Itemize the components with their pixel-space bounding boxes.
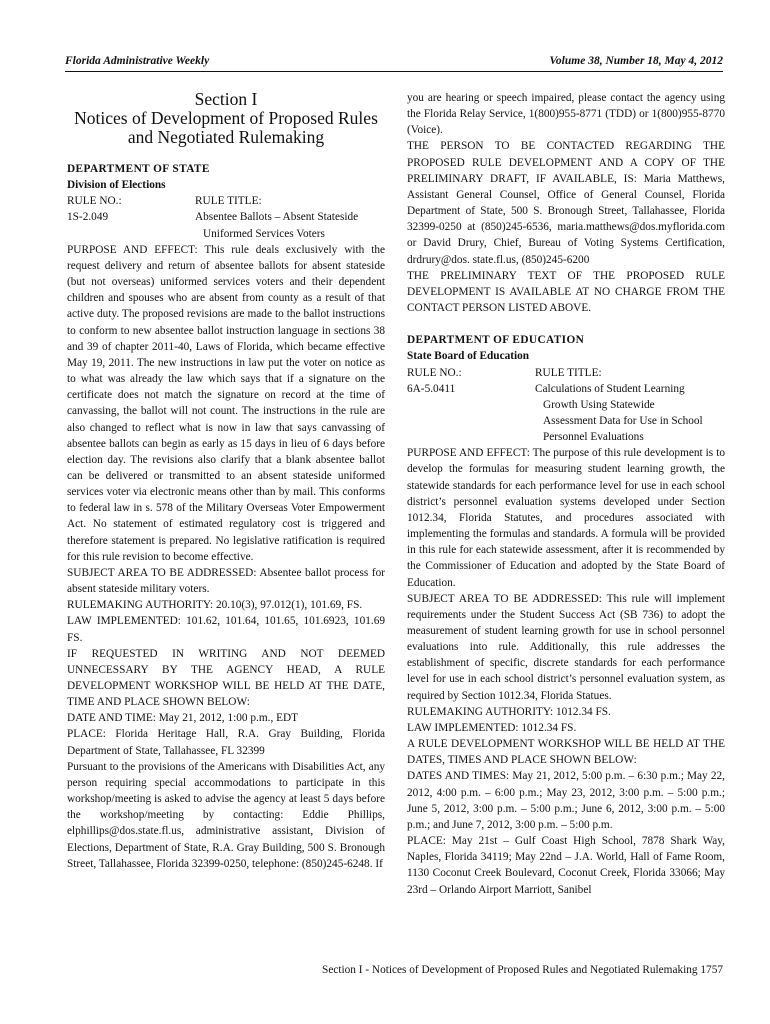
rule-title-2-line-2: Growth Using Statewide: [543, 398, 655, 411]
subject-paragraph-2: SUBJECT AREA TO BE ADDRESSED: This rule will implement requirements under the Student Success Act (SB 736) to adopt the measurement of student learning growth for use in school personnel evaluations into rule. Additionally, this rule addresses the establishment of specific, discrete standards for each performance level for use in each school district’s personnel evaluation system, as required by Section 1012.34, Florida Statues.: [407, 592, 725, 702]
division-heading-2: State Board of Education: [407, 350, 530, 363]
date-time-paragraph: DATE AND TIME: May 21, 2012, 1:00 p.m., EDT: [67, 712, 299, 725]
dates-times-paragraph-2: DATES AND TIMES: May 21, 2012, 5:00 p.m. – 6:30 p.m.; May 22, 2012, 4:00 p.m. – 6:00 p.m.; May 23, 2012, 3:00 p.m. – 5:00 p.m.; June 5, 2012, 3:00 p.m. – 5:00 p.m.; June 6, 2012, 3:00 p.m. – 5:00 p.m.; and June 7, 2012, 3:00 p.m. – 5:00 p.m.: [407, 770, 725, 831]
section-title-line-2: Notices of Development of Proposed Rules: [74, 108, 378, 128]
law-implemented-paragraph-2: LAW IMPLEMENTED: 1012.34 FS.: [407, 721, 577, 734]
rule-title-label: RULE TITLE:: [195, 195, 262, 208]
header-divider: [65, 71, 723, 72]
left-column: [67, 90, 385, 872]
department-heading: DEPARTMENT OF STATE: [67, 163, 210, 175]
department-heading-2: DEPARTMENT OF EDUCATION: [407, 334, 585, 347]
rule-title-2-line-4: Personnel Evaluations: [543, 431, 644, 444]
purpose-paragraph: PURPOSE AND EFFECT: This rule deals exclusively with the request delivery and return of absentee ballots for absent stateside (but not overseas) uniformed services voters and their dependent children and spouses who are absent from county as a result of that active duty. The proposed revisions are made to the ballot instructions to conform to new absentee ballot instruction language in sections 38 and 39 of chapter 2011-40, Laws of Florida, which became effective May 19, 2011. The new instructions in law put the voter on notice as to what was already the law which says that if a signature on the certificate does not match the signature on record at the time of canvassing, the ballot will not count. The instructions in the rule are also changed to reflect what is now in law that says canvassing of absentee ballots can begin as early as 15 days in lieu of 6 days before election day. The revisions also clarify that a blank absentee ballot can be delivered or transmitted to an absent stateside uniformed services voter via electronic means other than by mail. This conforms to federal law in s. 578 of the Military Overseas Voter Empowerment Act. No statement of estimated regulatory cost is triggered and therefore statement is prepared. No legislative ratification is required for this rule revision to become effective.: [67, 243, 385, 563]
rule-title-line-1: Absentee Ballots – Absent Stateside: [195, 211, 359, 224]
right-column: [407, 90, 725, 898]
rule-info: [67, 193, 385, 241]
rule-info-2: [407, 365, 725, 446]
workshop-paragraph-2: A RULE DEVELOPMENT WORKSHOP WILL BE HELD AT THE DATES, TIMES AND PLACE SHOWN BELOW:: [407, 738, 725, 767]
rule-title-2-line-3: Assessment Data for Use in School: [543, 414, 703, 427]
place-paragraph-2: PLACE: May 21st – Gulf Coast High School, 7878 Shark Way, Naples, Florida 34119; May 22nd – J.A. World, Hall of Fame Room, 1130 Coconut Creek Boulevard, Coconut Creek, Florida 33066; May 23rd – Orlando Airport Marriott, Sanibel: [407, 835, 725, 896]
page-footer: Section I - Notices of Development of Proposed Rules and Negotiated Rulemaking 1757: [322, 964, 723, 976]
authority-paragraph: RULEMAKING AUTHORITY: 20.10(3), 97.012(1), 101.69, FS.: [67, 599, 363, 612]
law-implemented-paragraph: LAW IMPLEMENTED: 101.62, 101.64, 101.65, 101.6923, 101.69 FS.: [67, 615, 385, 644]
place-paragraph: PLACE: Florida Heritage Hall, R.A. Gray Building, Florida Department of State, Tallahassee, FL 32399: [67, 728, 385, 757]
journal-title: Florida Administrative Weekly: [65, 55, 210, 67]
ada-paragraph: Pursuant to the provisions of the Americans with Disabilities Act, any person requiring special accommodations to participate in this workshop/meeting is asked to advise the agency at least 5 days before the workshop/meeting by contacting: Eddie Phillips, elphillips@dos.state.fl.us, administrative assistant, Division of Elections, Department of State, R.A. Gray Building, 500 S. Bronough Street, Tallahassee, Florida 32399-0250, telephone: (850)245-6248. If: [67, 760, 385, 870]
rule-no-label: RULE NO.:: [67, 195, 122, 208]
workshop-paragraph: IF REQUESTED IN WRITING AND NOT DEEMED UNNECESSARY BY THE AGENCY HEAD, A RULE DEVELOPMENT WORKSHOP WILL BE HELD AT THE DATE, TIME AND PLACE SHOWN BELOW:: [67, 647, 385, 709]
contact-paragraph: THE PERSON TO BE CONTACTED REGARDING THE PROPOSED RULE DEVELOPMENT AND A COPY OF THE PRELIMINARY DRAFT, IF AVAILABLE, IS: Maria Matthews, Assistant General Counsel, Office of General Counsel, Florida Department of State, 500 S. Bronough Street, Tallahassee, Florida 32399-0250 at (850)245-6536, maria.matthews@dos.myflorida.com or David Drury, Chief, Bureau of Voting Systems Certification, drdrury@dos. state.fl.us, (850)245-6200: [407, 140, 725, 266]
section-title-line-3: and Negotiated Rulemaking: [127, 127, 325, 147]
purpose-paragraph-2: PURPOSE AND EFFECT: The purpose of this rule development is to develop the formulas for measuring student learning growth, the statewide standards for each performance level for use in each school district’s personnel evaluation systems developed under Section 1012.34, Florida Statutes, and procedures associated with implementing the formulas and standards. A formula will be provided in this rule for each statewide assessment, after it is recommended by the Commissioner of Education and adopted by the State Board of Education.: [407, 447, 725, 589]
section-title: [67, 90, 385, 147]
division-heading: Division of Elections: [67, 179, 166, 192]
rule-title-line-2: Uniformed Services Voters: [203, 227, 325, 240]
rule-title-label-2: RULE TITLE:: [535, 366, 602, 379]
authority-paragraph-2: RULEMAKING AUTHORITY: 1012.34 FS.: [407, 705, 611, 718]
running-header: [65, 55, 723, 71]
rule-number-2: 6A-5.0411: [407, 382, 456, 395]
subject-paragraph: SUBJECT AREA TO BE ADDRESSED: Absentee ballot process for absent stateside military voters.: [67, 566, 385, 596]
preliminary-text-paragraph: THE PRELIMINARY TEXT OF THE PROPOSED RULE DEVELOPMENT IS AVAILABLE AT NO CHARGE FROM THE CONTACT PERSON LISTED ABOVE.: [407, 269, 725, 315]
rule-number: 1S-2.049: [67, 211, 109, 224]
rule-no-label-2: RULE NO.:: [407, 366, 462, 379]
section-title-line-1: Section I: [194, 89, 258, 109]
issue-info: Volume 38, Number 18, May 4, 2012: [549, 55, 723, 67]
ada-paragraph-continued: you are hearing or speech impaired, please contact the agency using the Florida Relay Service, 1(800)955-8771 (TDD) or 1(800)955-8770 (Voice).: [407, 92, 725, 137]
rule-title-2-line-1: Calculations of Student Learning: [535, 382, 685, 395]
